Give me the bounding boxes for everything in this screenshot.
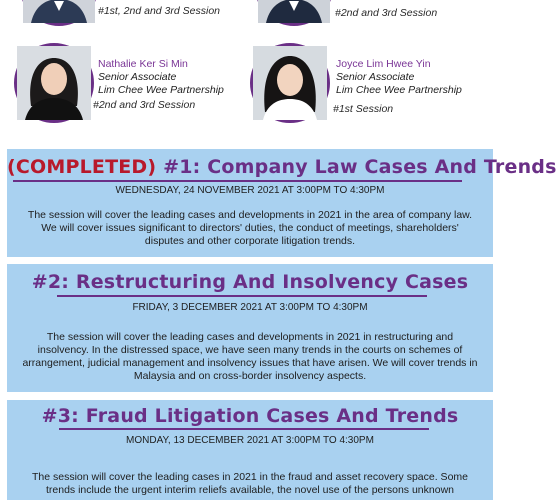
speaker-sessions: #2nd and 3rd Session (335, 7, 438, 19)
person-photo-icon (23, 0, 95, 23)
speaker-title: Senior Associate (98, 71, 177, 83)
session-date: FRIDAY, 3 DECEMBER 2021 AT 3:00PM TO 4:30PM (132, 302, 368, 313)
speaker-sessions: #1st, 2nd and 3rd Session (98, 5, 221, 17)
title-underline (59, 428, 429, 430)
person-photo-icon (258, 0, 330, 23)
speaker-firm: Lim Chee Wee Partnership (336, 84, 462, 96)
person-photo-icon (17, 46, 91, 120)
speaker-photo (14, 43, 94, 123)
speaker-photo (255, 0, 333, 26)
session-title (7, 405, 493, 427)
speaker-name: Joyce Lim Hwee Yin (336, 58, 431, 70)
session-card-2 (7, 264, 493, 392)
title-underline (57, 295, 427, 297)
session-heading: #3: Fraud Litigation Cases And Trends (41, 405, 459, 427)
session-description: The session will cover the leading cases and developments in 2021 in restructuring and insolvency. In the distressed space, we have seen many trends in the courts on schemes of arrangement, judicial management and insolvency issues that have arisen. We will cover trends in Malaysia and on cross-border insolvency aspects. (22, 331, 478, 382)
session-heading: #2: Restructuring And Insolvency Cases (31, 271, 469, 293)
session-date: MONDAY, 13 DECEMBER 2021 AT 3:00PM TO 4:30PM (126, 435, 374, 446)
speaker-photo (250, 43, 330, 123)
speaker-title: Senior Associate (336, 71, 415, 83)
title-underline (13, 180, 462, 182)
session-card-3 (7, 400, 493, 500)
session-title (7, 271, 493, 293)
speaker-photo (20, 0, 98, 26)
speaker-sessions: #1st Session (333, 103, 394, 115)
session-title (7, 156, 557, 178)
session-heading: #1: Company Law Cases And Trends (163, 156, 557, 178)
session-description: The session will cover the leading cases in 2021 in the fraud and asset recovery space. Some trends include the urgent interim reliefs available, the novel use of the persons unknown (32, 471, 468, 496)
session-card-1 (7, 149, 557, 257)
speaker-firm: Lim Chee Wee Partnership (98, 84, 224, 96)
person-photo-icon (253, 46, 327, 120)
speaker-name: Nathalie Ker Si Min (98, 58, 188, 70)
session-date: WEDNESDAY, 24 NOVEMBER 2021 AT 3:00PM TO 4:30PM (115, 185, 385, 196)
speaker-sessions: #2nd and 3rd Session (93, 99, 196, 111)
session-description: The session will cover the leading cases and developments in 2021 in the area of company law. We will cover issues significant to directors' duties, the conduct of meetings, shareholders' disputes and other corporate litigation trends. (27, 209, 473, 247)
completed-label: (COMPLETED) (7, 156, 157, 178)
